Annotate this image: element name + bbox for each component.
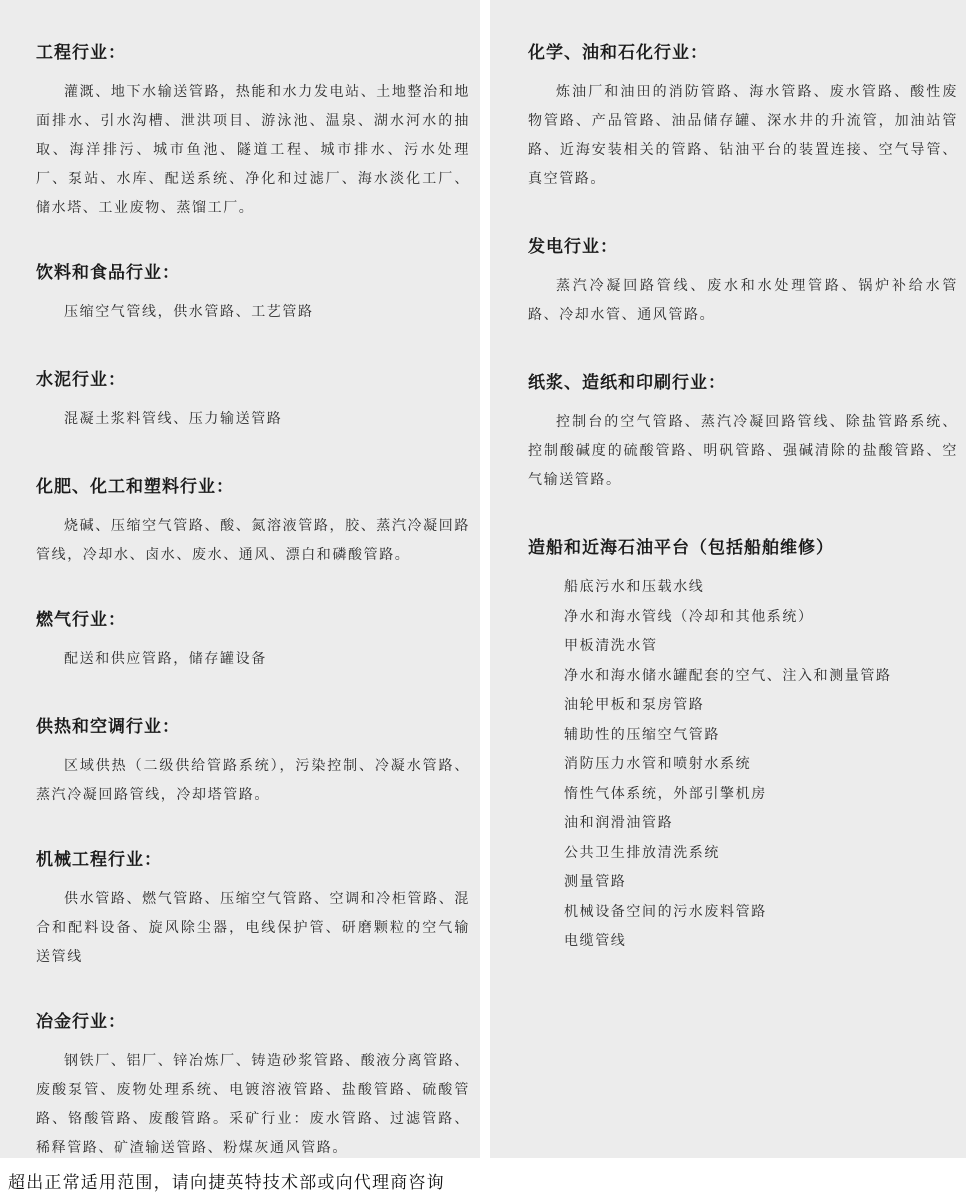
section-pulp-paper-printing <box>528 370 958 495</box>
section-cement <box>36 367 470 434</box>
section-heating-ac <box>36 714 470 810</box>
left-panel <box>0 0 480 1158</box>
list-item: 消防压力水管和喷射水系统 <box>564 756 752 772</box>
shipbuilding-list <box>528 573 958 957</box>
section-title: 造船和近海石油平台（包括船舶维修） <box>528 538 834 558</box>
section-engineering <box>36 40 470 223</box>
section-body: 区域供热（二级供给管路系统），污染控制、冷凝水管路、蒸汽冷凝回路管线，冷却塔管路。 <box>36 758 470 803</box>
section-shipbuilding-offshore <box>528 535 958 957</box>
list-item: 机械设备空间的污水废料管路 <box>564 903 767 920</box>
section-fertilizer-chemical-plastic <box>36 474 470 570</box>
section-mechanical-engineering <box>36 847 470 972</box>
section-title: 饮料和食品行业： <box>36 263 180 283</box>
section-chemical-oil-petrochemical <box>528 40 958 194</box>
section-body: 供水管路、燃气管路、压缩空气管路、空调和冷柜管路、混合和配料设备、旋风除尘器，电线保护管、研磨颗粒的空气输送管线 <box>36 891 470 965</box>
right-panel <box>490 0 966 1158</box>
section-body: 烧碱、压缩空气管路、酸、氮溶液管路，胶、蒸汽冷凝回路管线，冷却水、卤水、废水、通风、漂白和磷酸管路。 <box>36 518 470 563</box>
section-title: 工程行业： <box>36 43 126 63</box>
section-title: 机械工程行业： <box>36 850 162 870</box>
section-body: 蒸汽冷凝回路管线、废水和水处理管路、锅炉补给水管路、冷却水管、通风管路。 <box>528 278 958 323</box>
section-power-generation <box>528 234 958 330</box>
section-title: 发电行业： <box>528 237 618 257</box>
list-item: 净水和海水管线（冷却和其他系统） <box>564 608 814 625</box>
section-metallurgy <box>36 1009 470 1163</box>
section-title: 化学、油和石化行业： <box>528 43 708 63</box>
section-title: 冶金行业： <box>36 1012 126 1032</box>
section-title: 化肥、化工和塑料行业： <box>36 477 234 497</box>
list-item: 辅助性的压缩空气管路 <box>564 726 720 743</box>
list-item: 油轮甲板和泵房管路 <box>564 697 705 713</box>
section-body: 压缩空气管线，供水管路、工艺管路 <box>64 304 314 320</box>
section-body: 钢铁厂、铝厂、锌冶炼厂、铸造砂浆管路、酸液分离管路、废酸泵管、废物处理系统、电镀溶液管路、盐酸管路、硫酸管路、铬酸管路、废酸管路。采矿行业：废水管路、过滤管路、稀释管路、矿渣输送管路、粉煤灰通风管路。 <box>36 1053 470 1156</box>
section-title: 纸浆、造纸和印刷行业： <box>528 373 726 393</box>
section-title: 供热和空调行业： <box>36 717 180 737</box>
list-item: 净水和海水储水罐配套的空气、注入和测量管路 <box>564 667 892 684</box>
section-body: 配送和供应管路，储存罐设备 <box>64 651 267 667</box>
section-body: 混凝土浆料管线、压力输送管路 <box>64 411 283 427</box>
section-body: 炼油厂和油田的消防管路、海水管路、废水管路、酸性废物管路、产品管路、油品储存罐、深水井的升流管，加油站管路、近海安装相关的管路、钻油平台的装置连接、空气导管、真空管路。 <box>528 84 958 187</box>
list-item: 公共卫生排放清洗系统 <box>564 844 720 861</box>
section-title: 燃气行业： <box>36 610 126 630</box>
list-item: 船底污水和压载水线 <box>564 579 705 595</box>
section-gas <box>36 607 470 674</box>
section-beverage-food <box>36 260 470 327</box>
list-item: 测量管路 <box>564 874 627 890</box>
list-item: 油和润滑油管路 <box>564 815 674 831</box>
section-body: 灌溉、地下水输送管路，热能和水力发电站、土地整治和地面排水、引水沟槽、泄洪项目、游泳池、温泉、湖水河水的抽取、海洋排污、城市鱼池、隧道工程、城市排水、污水处理厂、泵站、水库、配送系统、净化和过滤厂、海水淡化工厂、储水塔、工业废物、蒸馏工厂。 <box>36 84 470 216</box>
section-title: 水泥行业： <box>36 370 126 390</box>
list-item: 电缆管线 <box>564 933 627 949</box>
list-item: 惰性气体系统，外部引擎机房 <box>564 785 767 802</box>
list-item: 甲板清洗水管 <box>564 638 658 654</box>
footer-note: 超出正常适用范围，请向捷英特技术部或向代理商咨询 <box>8 1173 445 1193</box>
section-body: 控制台的空气管路、蒸汽冷凝回路管线、除盐管路系统、控制酸碱度的硫酸管路、明矾管路、强碱清除的盐酸管路、空气输送管路。 <box>528 414 958 488</box>
